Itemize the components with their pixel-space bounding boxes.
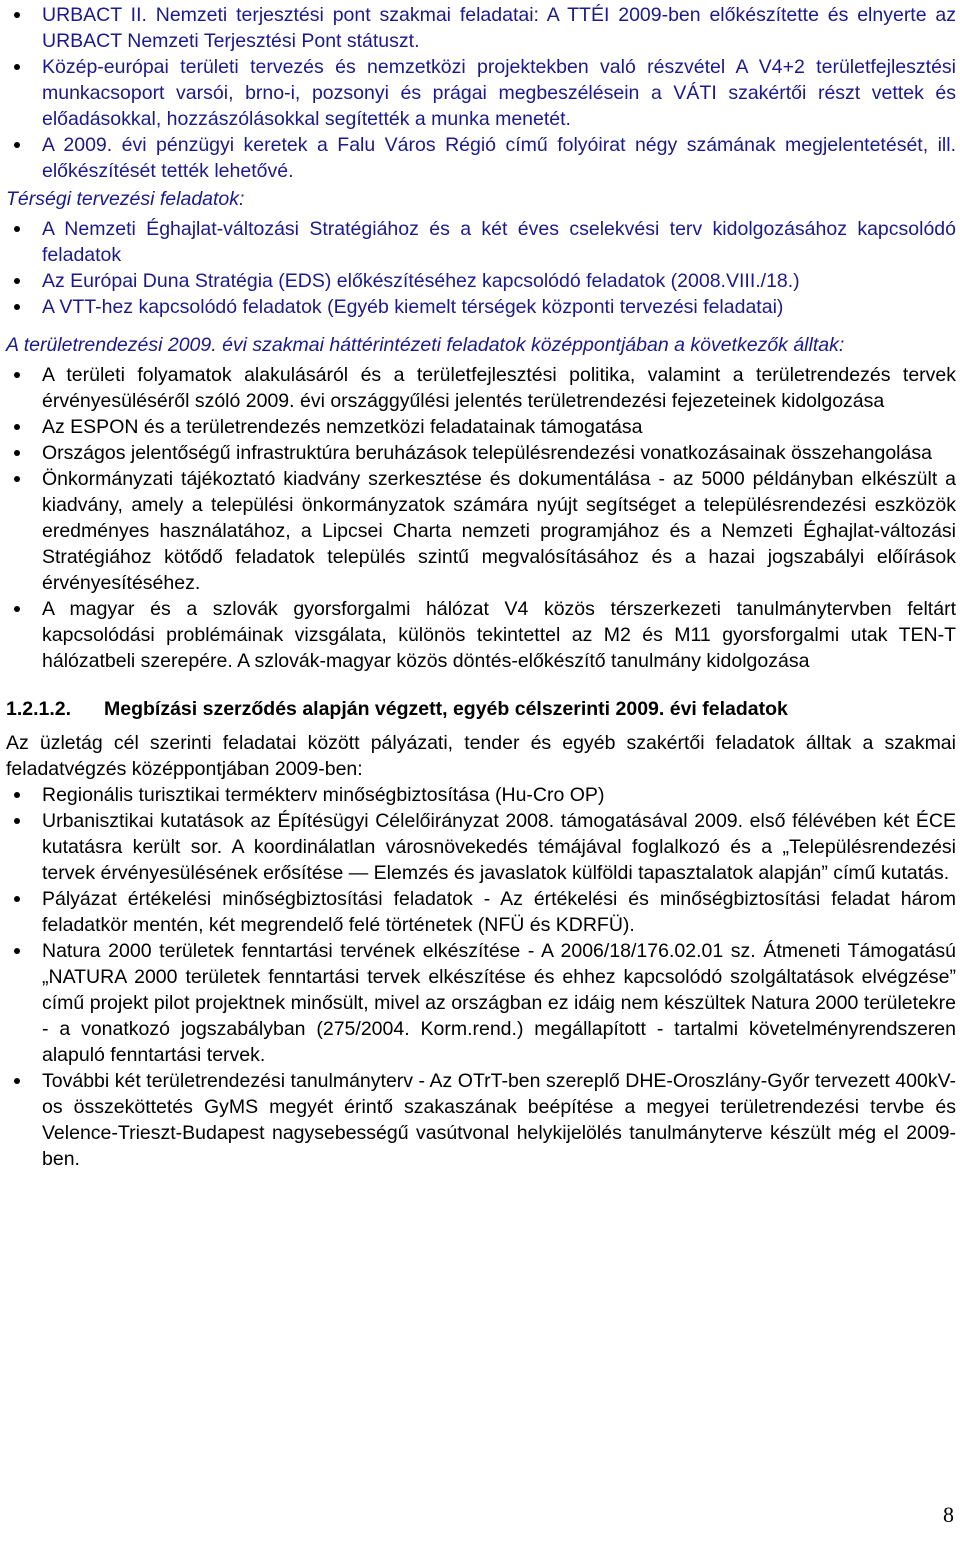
list-item: A 2009. évi pénzügyi keretek a Falu Város Régió című folyóirat négy számának megjelentetését, ill. előkészítését tették lehetővé.	[6, 132, 956, 184]
section-number: 1.2.1.2.	[6, 698, 72, 720]
section-heading	[6, 696, 956, 722]
list-item: A területi folyamatok alakulásáról és a területfejlesztési politika, valamint a területrendezés tervek érvényesüléséről szóló 2009. évi országgyűlési jelentés területrendezési fejezeteinek kidolgozása	[6, 362, 956, 414]
section-title: Megbízási szerződés alapján végzett, egyéb célszerinti 2009. évi feladatok	[104, 698, 788, 720]
tersegi-label: Térségi tervezési feladatok:	[6, 188, 245, 210]
list-item: URBACT II. Nemzeti terjesztési pont szakmai feladatai: A TTÉI 2009-ben előkészítette és elnyerte az URBACT Nemzeti Terjesztési Pont státuszt.	[6, 2, 956, 54]
list-item: A VTT-hez kapcsolódó feladatok (Egyéb kiemelt térségek központi tervezési feladatai)	[6, 294, 956, 320]
tersegi-bullet-list	[6, 216, 956, 320]
list-item: A magyar és a szlovák gyorsforgalmi hálózat V4 közös térszerkezeti tanulmánytervben feltárt kapcsolódási problémáinak vizsgálata, különös tekintettel az M2 és M11 gyorsforgalmi utak TEN-T hálózatbeli szerepére. A szlovák-magyar közös döntés-előkészítő tanulmány kidolgozása	[6, 596, 956, 674]
list-item: Regionális turisztikai termékterv minőségbiztosítása (Hu-Cro OP)	[6, 782, 956, 808]
section-intro: Az üzletág cél szerinti feladatai között pályázati, tender és egyéb szakértői feladatok álltak a szakmai feladatvégzés középpontjában 2009-ben:	[6, 732, 956, 780]
teruletrendezesi-heading: A területrendezési 2009. évi szakmai háttérintézeti feladatok középpontjában a következők álltak:	[6, 334, 845, 356]
list-item: Pályázat értékelési minőségbiztosítási feladatok - Az értékelési és minőségbiztosítási feladat három feladatkör mentén, két megrendelő felé történetek (NFÜ és KDRFÜ).	[6, 886, 956, 938]
list-item: Az Európai Duna Stratégia (EDS) előkészítéséhez kapcsolódó feladatok (2008.VIII./18.)	[6, 268, 956, 294]
list-item: Országos jelentőségű infrastruktúra beruházások településrendezési vonatkozásainak összehangolása	[6, 440, 956, 466]
list-item: Önkormányzati tájékoztató kiadvány szerkesztése és dokumentálása - az 5000 példányban elkészült a kiadvány, amely a települési önkormányzatok számára nyújt segítséget a településrendezési eszközök eredményes használatához, a Lipcsei Charta nemzeti programjához és a Nemzeti Éghajlat-változási Stratégiához kötődő feladatok település szintű megvalósításához és a hazai jogszabályi előírások érvényesítéséhez.	[6, 466, 956, 596]
intro-bullet-list	[6, 2, 956, 184]
page-content	[6, 2, 956, 1172]
list-item: További két területrendezési tanulmányterv - Az OTrT-ben szereplő DHE-Oroszlány-Győr tervezett 400kV-os összeköttetés GyMS megyét érintő szakaszának beépítése a megyei területrendezési tervbe és Velence-Trieszt-Budapest nagysebességű vasútvonal helykijelölés tanulmányterve készült még el 2009-ben.	[6, 1068, 956, 1172]
section-bullet-list	[6, 782, 956, 1172]
page-number: 8	[943, 1502, 954, 1527]
list-item: Az ESPON és a területrendezés nemzetközi feladatainak támogatása	[6, 414, 956, 440]
list-item: Natura 2000 területek fenntartási tervének elkészítése - A 2006/18/176.02.01 sz. Átmeneti Támogatású „NATURA 2000 területek fenntartási tervek elkészítése és ehhez kapcsolódó szolgáltatások elvégzése” című projekt pilot projektnek minősült, mivel az országban ez idáig nem készültek Natura 2000 területekre - a vonatkozó jogszabályban (275/2004. Korm.rend.) megállapított - tartalmi követelményrendszeren alapuló fenntartási tervek.	[6, 938, 956, 1068]
list-item: A Nemzeti Éghajlat-változási Stratégiához és a két éves cselekvési terv kidolgozásához kapcsolódó feladatok	[6, 216, 956, 268]
teruletrendezesi-bullet-list	[6, 362, 956, 674]
list-item: Urbanisztikai kutatások az Építésügyi Célelőirányzat 2008. támogatásával 2009. első félévében két ÉCE kutatásra került sor. A koordinálatlan városnövekedés témájával foglalkozó és a „Településrendezési tervek érvényesülésének erősítése — Elemzés és javaslatok külföldi tapasztalatok alapján” című kutatás.	[6, 808, 956, 886]
list-item: Közép-európai területi tervezés és nemzetközi projektekben való részvétel A V4+2 területfejlesztési munkacsoport varsói, brno-i, pozsonyi és prágai megbeszélésein a VÁTI szakértői részt vettek és előadásokkal, hozzászólásokkal segítették a munka menetét.	[6, 54, 956, 132]
